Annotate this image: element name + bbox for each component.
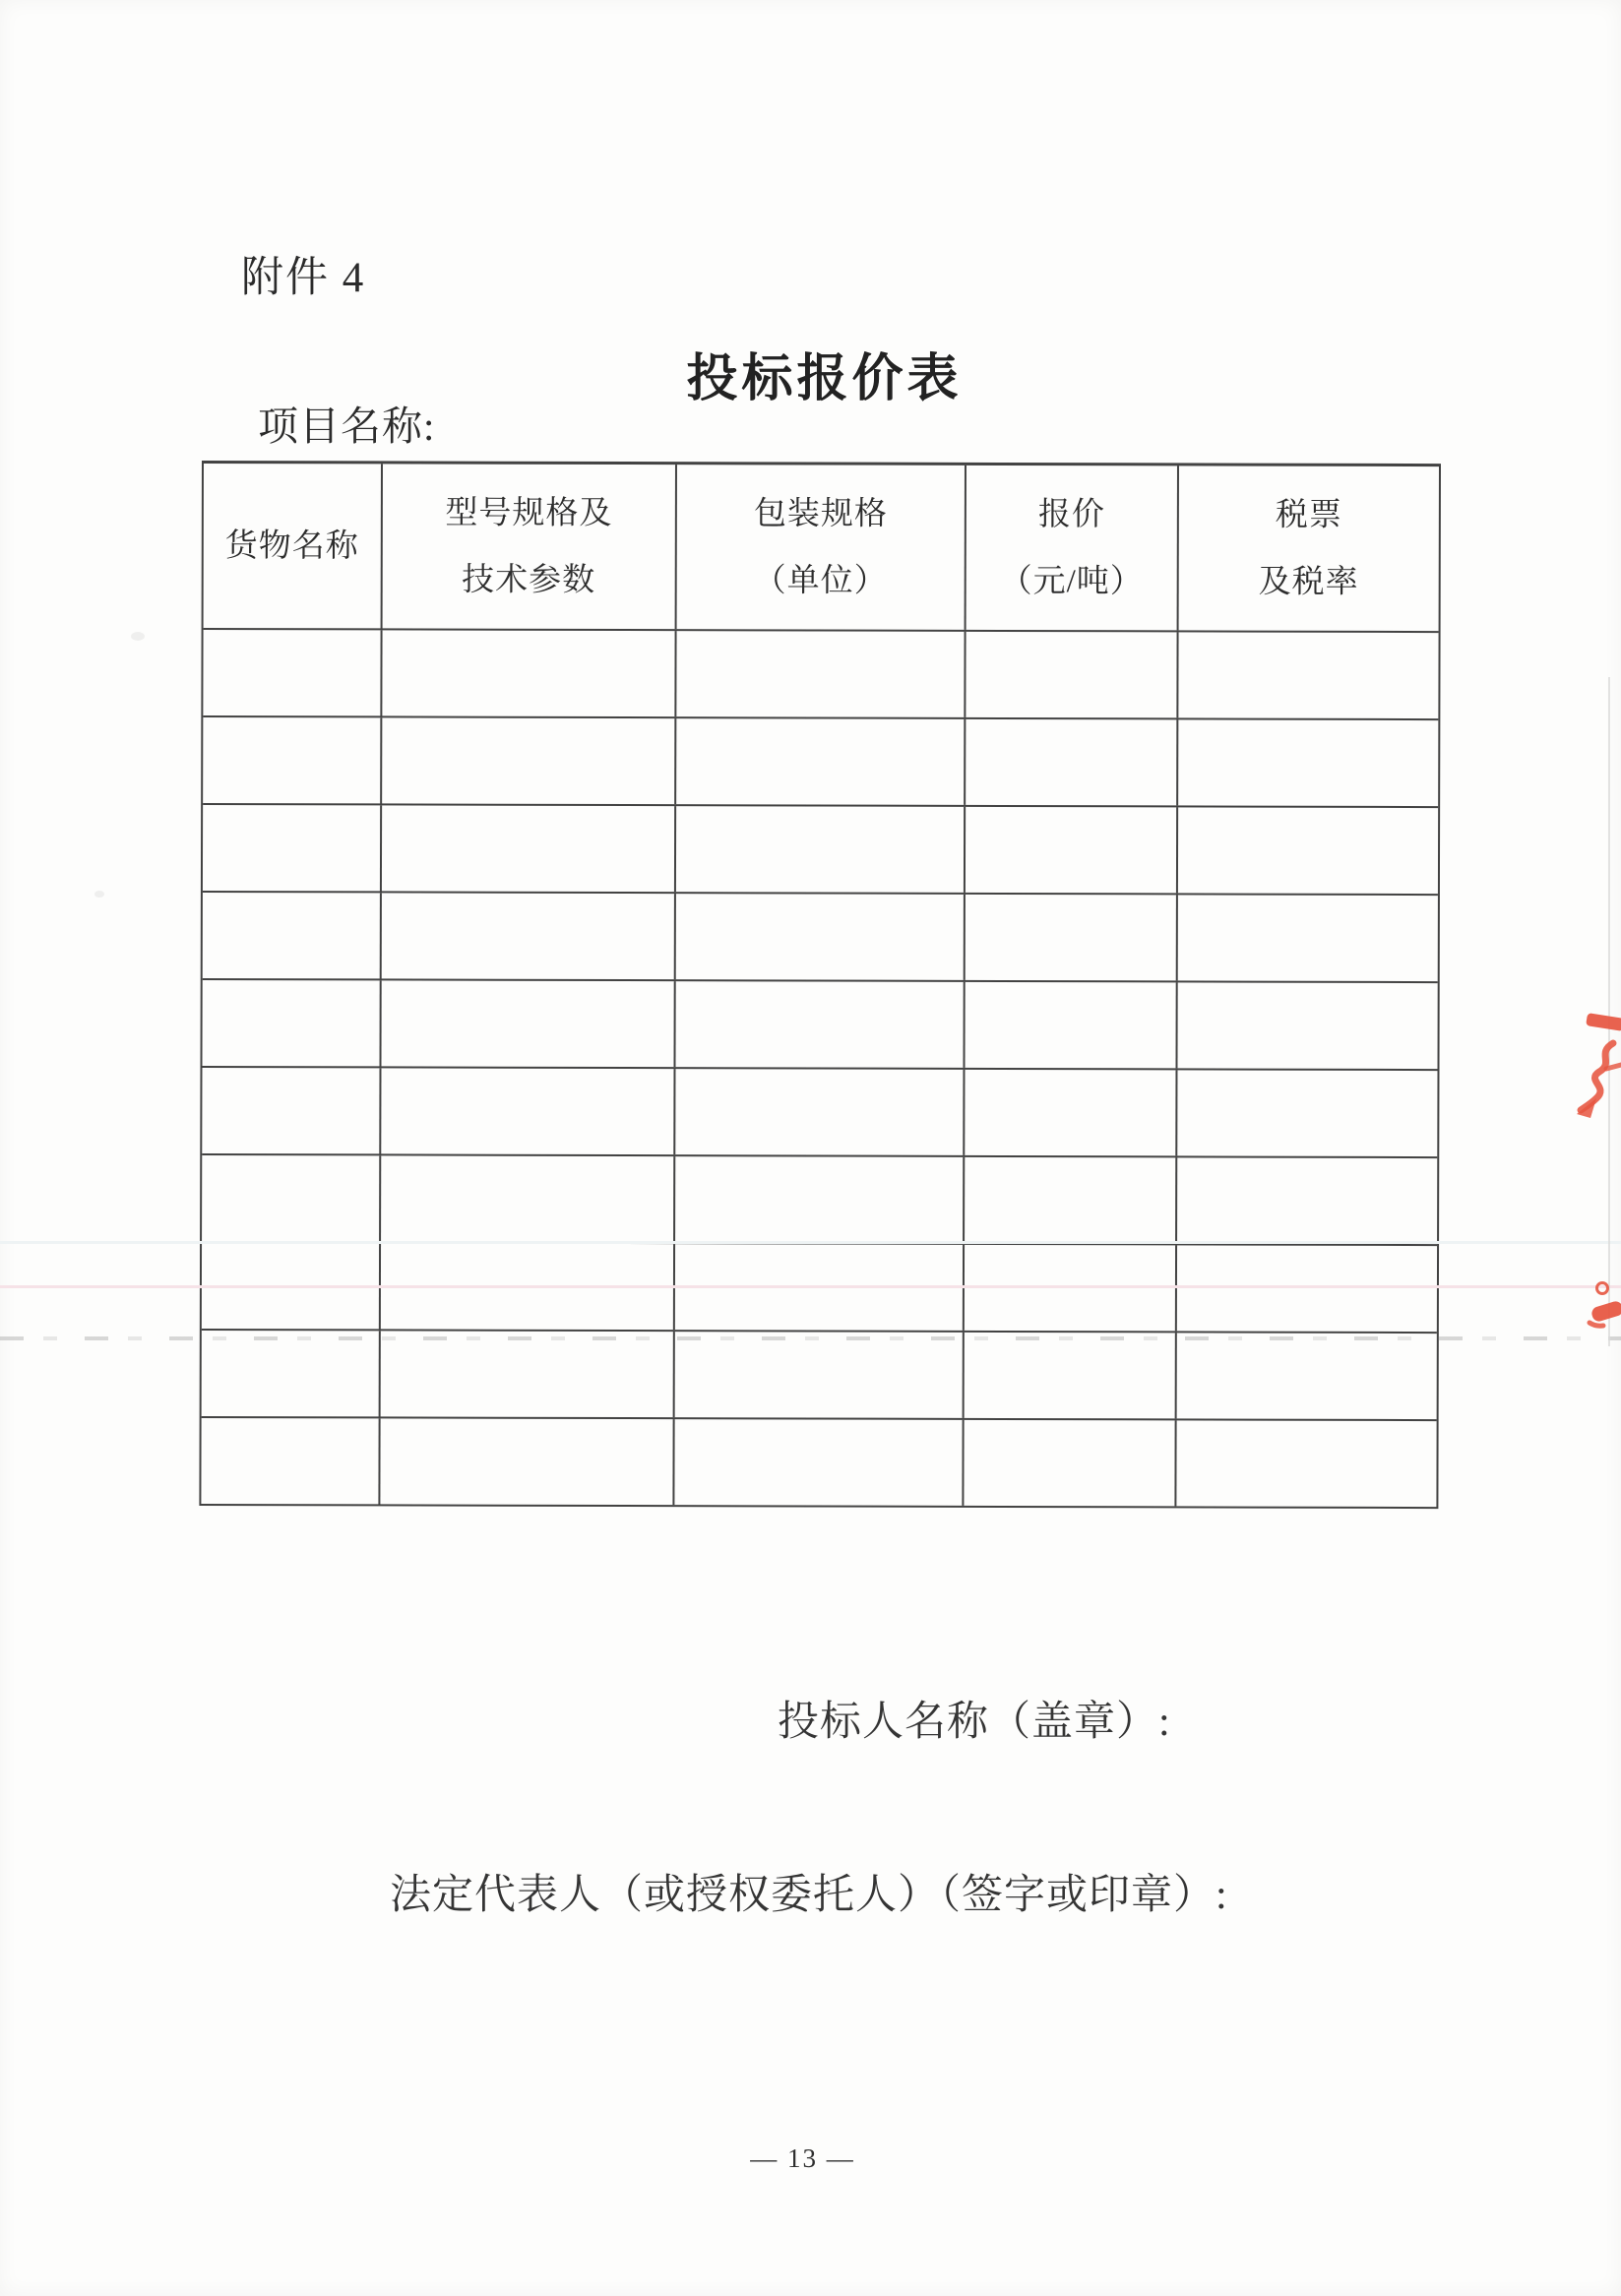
table-cell [381,1331,675,1417]
bidder-name-label: 投标人名称（盖章）: [778,1700,1171,1745]
table-cell [675,1332,965,1418]
table-cell [675,1156,965,1243]
table-cell [203,717,382,803]
quote-table-body [201,628,1438,1507]
table-cell [965,982,1177,1069]
table-cell [382,805,676,892]
table-cell [1177,1157,1437,1244]
table-header-row [204,464,1439,631]
table-cell [1178,632,1438,718]
table-row [203,803,1438,894]
table-cell [1177,1333,1437,1419]
header-model-spec: 型号规格及 技术参数 [383,464,677,629]
table-cell [1178,719,1438,806]
table-cell [1176,1420,1436,1507]
page-crease-line [1608,677,1610,1346]
table-cell [966,632,1178,718]
header-quote-price: 报价 （元/吨） [966,465,1179,631]
table-cell [202,1243,381,1329]
table-cell [964,1420,1176,1507]
table-cell [202,1068,381,1153]
table-cell [674,1419,964,1506]
table-cell [965,1070,1177,1156]
table-cell [676,806,966,893]
header-packaging-spec: 包装规格 （单位） [677,465,966,630]
table-cell [203,630,382,715]
table-cell [382,717,676,804]
page-number: — 13 — [750,2143,855,2173]
header-tax-rate: 税票 及税率 [1258,497,1359,600]
table-cell [202,1331,381,1416]
table-cell [381,980,675,1067]
table-row [202,1329,1437,1419]
table-cell [965,1333,1177,1419]
scan-speck [131,632,145,641]
table-cell [965,1245,1177,1332]
table-cell [202,1155,381,1241]
table-cell [202,980,381,1066]
table-cell [675,981,965,1068]
document-title: 投标报价表 [686,351,963,407]
table-row [202,1241,1437,1332]
table-cell [966,895,1178,981]
project-name-label: 项目名称: [258,403,436,449]
table-cell [676,631,966,717]
red-ink-mark-upper [1567,1008,1621,1126]
table-cell [201,1418,380,1504]
table-cell [203,805,382,891]
table-row [203,891,1438,981]
table-cell [966,719,1178,806]
table-row [203,628,1438,718]
legal-representative-label: 法定代表人（或授权委托人）（签字或印章）: [390,1873,1228,1918]
table-row [202,978,1437,1069]
table-cell [676,894,966,980]
table-row [201,1416,1436,1507]
table-cell [676,718,966,805]
table-cell [382,630,676,716]
table-row [203,715,1438,806]
table-cell [966,807,1178,894]
table-cell [381,1243,675,1330]
table-cell [381,1068,675,1154]
scan-speck [94,891,104,898]
table-cell [965,1157,1177,1244]
quote-table [199,461,1441,1509]
table-cell [1178,807,1438,894]
table-cell [1177,982,1437,1069]
table-row [202,1153,1437,1244]
table-cell [380,1418,674,1505]
table-row [202,1066,1437,1156]
header-goods-name: 货物名称 [204,464,383,628]
table-cell [675,1069,965,1155]
table-cell [675,1244,965,1331]
table-cell [1177,1245,1437,1332]
table-cell [381,1155,675,1242]
table-cell [1177,1070,1437,1156]
table-cell [1178,895,1438,981]
red-ink-mark-lower [1586,1277,1621,1333]
attachment-label: 附件 4 [241,255,366,301]
table-cell [382,893,676,979]
table-cell [203,893,382,978]
